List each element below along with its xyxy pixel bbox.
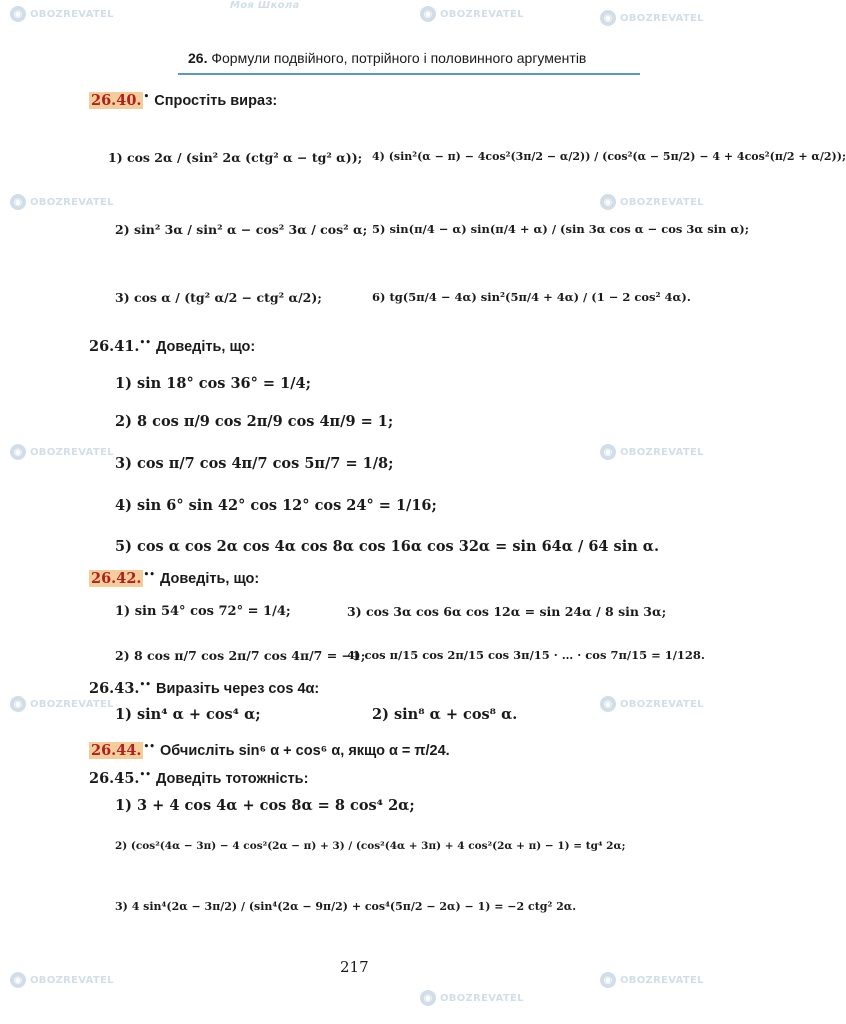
problem-number: 26.44. [91,742,142,759]
watermark: ◉ OBOZREVATEL [600,696,704,712]
obozrevatel-logo-icon: ◉ [600,444,616,460]
obozrevatel-logo-icon: ◉ [10,696,26,712]
chapter-number: 26. [188,50,208,66]
watermark: ◉ OBOZREVATEL [600,972,704,988]
watermark: ◉ OBOZREVATEL [10,696,114,712]
problem-heading [89,92,277,109]
problem-number: 26.41. [89,338,140,355]
problem-heading [89,770,308,787]
formula-line: 1) sin 18° cos 36° = 1/4; [115,375,311,392]
formula-line: 5) sin(π/4 − α) sin(π/4 + α) / (sin 3α cos α − cos 3α sin α); [372,222,749,236]
obozrevatel-logo-icon: ◉ [600,972,616,988]
problem-heading [89,742,450,759]
difficulty-mark: •• [139,338,151,349]
problem-number: 26.45. [89,770,140,787]
obozrevatel-logo-icon: ◉ [10,972,26,988]
formula-line: 5) cos α cos 2α cos 4α cos 8α cos 16α cos 32α = sin 64α / 64 sin α. [115,538,660,555]
difficulty-mark: •• [139,680,151,691]
header-rule [178,73,640,75]
obozrevatel-logo-icon: ◉ [600,10,616,26]
formula-line: 4) (sin²(α − π) − 4cos²(3π/2 − α/2)) / (cos²(α − 5π/2) − 4 + 4cos²(π/2 + α/2)); [372,150,846,163]
problem-heading [89,338,255,355]
difficulty-mark: •• [139,770,151,781]
watermark: ◉ OBOZREVATEL [600,444,704,460]
formula-line: 4) sin 6° sin 42° cos 12° cos 24° = 1/16; [115,497,437,514]
problem-task: Виразіть через cos 4α: [156,681,320,697]
problem-heading [89,570,259,587]
formula-line: 1) sin 54° cos 72° = 1/4; [115,604,291,619]
difficulty-mark: •• [143,742,155,753]
problem-number: 26.42. [91,570,142,587]
formula-line: 1) cos 2α / (sin² 2α (ctg² α − tg² α)); [108,150,363,165]
formula-line: 3) 4 sin⁴(2α − 3π/2) / (sin⁴(2α − 9π/2) + cos⁴(5π/2 − 2α) − 1) = −2 ctg² 2α. [115,900,577,913]
obozrevatel-logo-icon: ◉ [10,194,26,210]
obozrevatel-logo-icon: ◉ [10,6,26,22]
problem-task: Доведіть тотожність: [156,771,309,787]
page-number: 217 [340,958,369,976]
problem-task: Доведіть, що: [156,339,256,355]
formula-line: 2) sin⁸ α + cos⁸ α. [372,706,518,723]
problem-heading [89,680,319,697]
obozrevatel-logo-icon: ◉ [600,696,616,712]
difficulty-mark: • [143,92,150,103]
formula-line: 6) tg(5π/4 − 4α) sin²(5π/4 + 4α) / (1 − 2 cos² 4α). [372,290,691,304]
watermark: ◉ OBOZREVATEL [600,10,704,26]
difficulty-mark: •• [143,570,155,581]
formula-line: 3) cos π/7 cos 4π/7 cos 5π/7 = 1/8; [115,455,394,472]
chapter-header [188,50,638,72]
formula-line: 2) 8 cos π/7 cos 2π/7 cos 4π/7 = −1; [115,648,366,663]
watermark: ◉ OBOZREVATEL [600,194,704,210]
formula-line: 3) cos 3α cos 6α cos 12α = sin 24α / 8 sin 3α; [347,604,667,619]
formula-line: 2) 8 cos π/9 cos 2π/9 cos 4π/9 = 1; [115,413,394,430]
problem-number: 26.40. [91,92,142,109]
watermark: ◉ OBOZREVATEL [10,194,114,210]
problem-task: Обчисліть sin⁶ α + cos⁶ α, якщо α = π/24. [160,743,450,759]
formula-line: 1) sin⁴ α + cos⁴ α; [115,706,261,723]
obozrevatel-logo-icon: ◉ [420,990,436,1006]
formula-line: 3) cos α / (tg² α/2 − ctg² α/2); [115,290,322,305]
watermark: ◉ OBOZREVATEL [10,972,114,988]
obozrevatel-logo-icon: ◉ [420,6,436,22]
formula-line: 4) cos π/15 cos 2π/15 cos 3π/15 · … · cos 7π/15 = 1/128. [347,648,705,662]
problem-task: Спростіть вираз: [154,93,278,109]
obozrevatel-logo-icon: ◉ [600,194,616,210]
watermark: ◉ OBOZREVATEL [420,6,524,22]
chapter-title: Формули подвійного, потрійного і половинного аргументів [211,50,587,66]
problem-number: 26.43. [89,680,140,697]
watermark: ◉ OBOZREVATEL [10,6,114,22]
problem-task: Доведіть, що: [160,571,260,587]
formula-line: 2) (cos²(4α − 3π) − 4 cos²(2α − π) + 3) / (cos²(4α + 3π) + 4 cos²(2α + π) − 1) = tg⁴ 2α; [115,840,626,852]
watermark: ◉ OBOZREVATEL [10,444,114,460]
formula-line: 2) sin² 3α / sin² α − cos² 3α / cos² α; [115,222,368,237]
watermark: Моя Школа [230,0,300,11]
formula-line: 1) 3 + 4 cos 4α + cos 8α = 8 cos⁴ 2α; [115,797,415,814]
watermark: ◉ OBOZREVATEL [420,990,524,1006]
obozrevatel-logo-icon: ◉ [10,444,26,460]
